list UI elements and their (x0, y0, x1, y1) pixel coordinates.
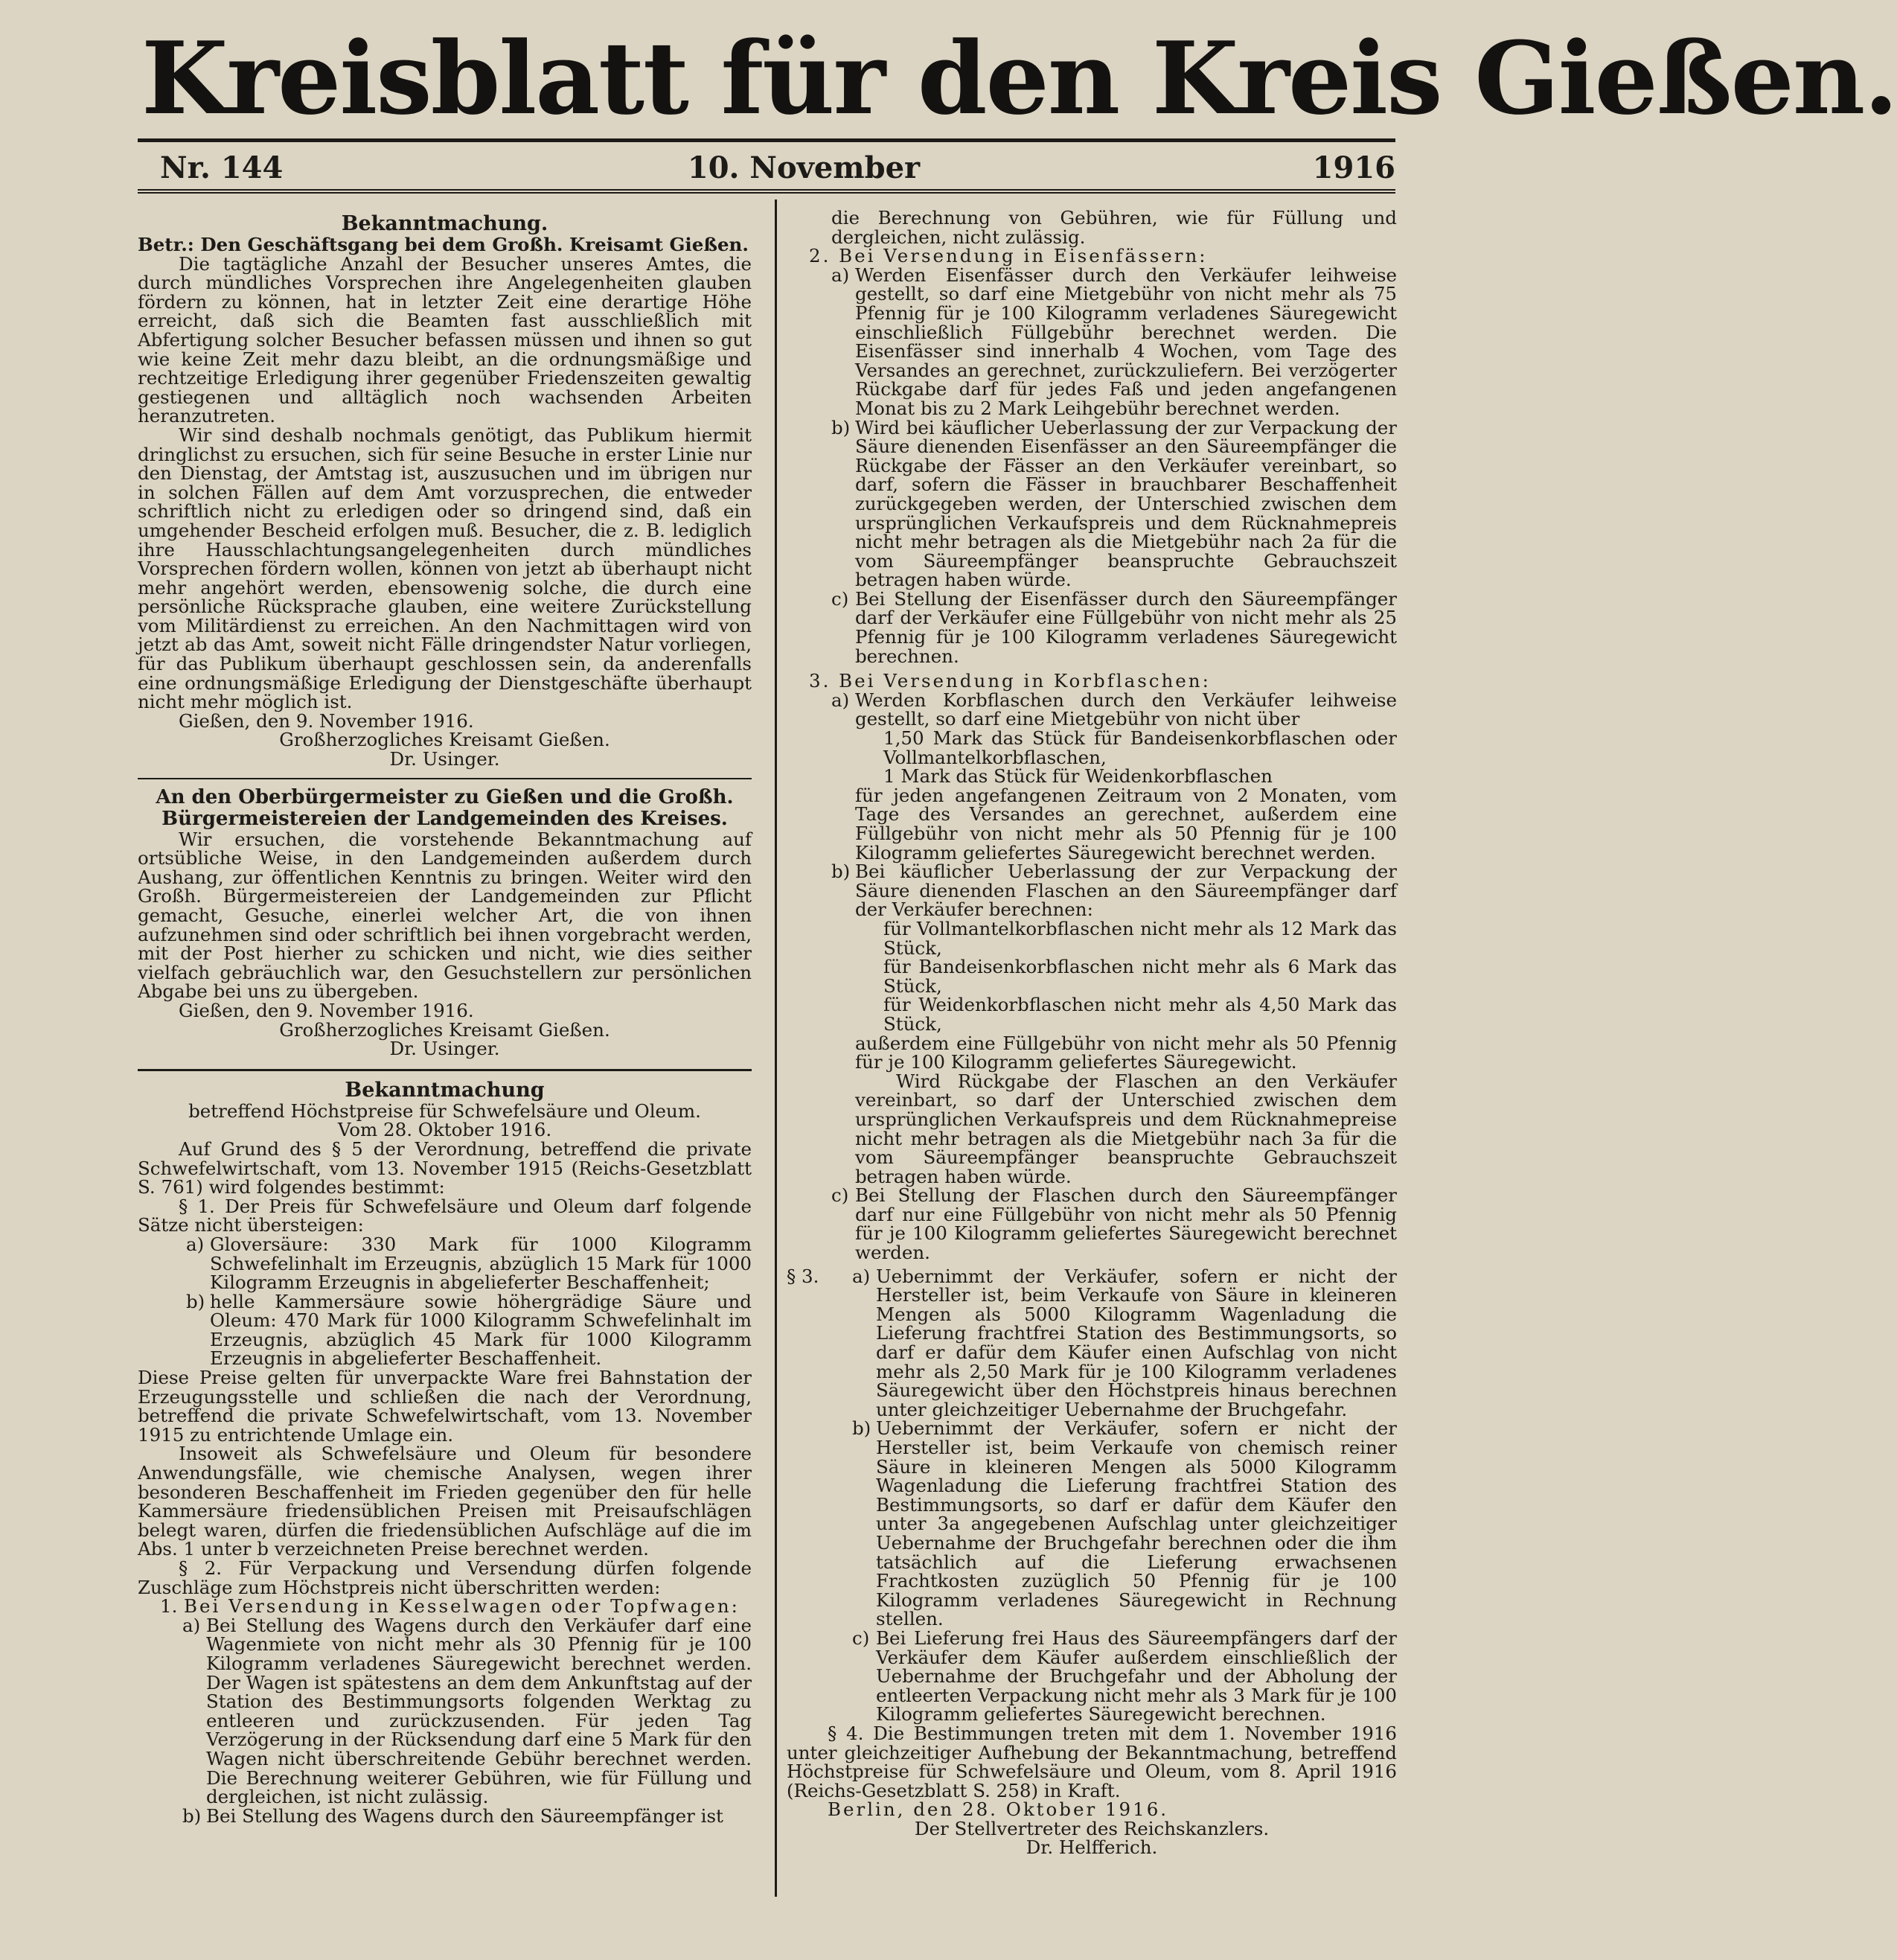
right-column (787, 208, 1397, 1857)
section-4: § 4. Die Bestimmungen treten mit dem 1. November 1916 unter gleichzeitiger Aufhebung der Bekanntmachung, betreffend Höchstpreise für Schwefelsäure und Oleum, vom 8. April 1916 (Reichs-Gesetzblatt S. 258) in Kraft. (787, 1722, 1397, 1801)
announcement-title: Bekanntmachung. (341, 212, 548, 235)
continued-text: die Berechnung von Gebühren, wie für Füllung und dergleichen, nicht zulässig. (831, 207, 1397, 248)
announcement-sulfuric-acid (138, 1079, 752, 1826)
list-item: b) Wird bei käuflicher Ueberlassung der zur Verpackung der Säure dienenden Eisenfässer an den Säureempfänger die Rückgabe der Fässer an den Verkäufer vereinbart, so darf, sofern die Fässer in brauchbarer Beschaffenheit zurückgegeben werden, der Unterschied zwischen dem ursprünglichen Verkaufspreis und dem Rücknahmepreis nicht mehr betragen als die Mietgebühr nach 2a für die vom Säureempfänger beanspruchte Gebrauchszeit betragen haben würde. (831, 416, 1397, 591)
price-line: für Weidenkorbflaschen nicht mehr als 4,50 Mark das Stück, (883, 994, 1397, 1035)
issuing-office: Großherzogliches Kreisamt Gießen. (279, 1018, 610, 1041)
signer: Dr. Usinger. (389, 748, 500, 770)
dateline-rule (138, 189, 1395, 197)
column-divider (775, 199, 777, 1897)
price-line: für Bandeisenkorbflaschen nicht mehr als 6 Mark das Stück, (883, 956, 1397, 997)
issue-date: 10. November (687, 150, 921, 185)
list-item: a) Uebernimmt der Verkäufer, sofern er nicht der Hersteller ist, beim Verkaufe von Säure in kleineren Mengen als 5000 Kilogramm Wagenladung die Lieferung frachtfrei Station des Bestimmungsorts, so darf er dafür dem Käufer einen Aufschlag von nicht mehr als 2,50 Mark für je 100 Kilogramm verladenes Säuregewicht über den Höchstpreis hinaus berechnen unter gleichzeitiger Uebernahme der Bruchgefahr. (852, 1265, 1397, 1420)
announcement-title: Bekanntmachung (345, 1078, 545, 1102)
list-item: b) Bei Stellung des Wagens durch den Säureempfänger ist (182, 1804, 723, 1827)
list-item: c) Bei Stellung der Flaschen durch den Säureempfänger darf nur eine Füllgebühr von nicht mehr als 50 Pfennig für je 100 Kilogramm geliefertes Säuregewicht berechnet werden. (831, 1184, 1397, 1264)
list-item: a) Bei Stellung des Wagens durch den Verkäufer darf eine Wagenmiete von nicht mehr als 30 Pfennig für je 100 Kilogramm verladenes Säuregewicht berechnet werden. Der Wagen ist spätestens an dem dem Ankunftstag auf der Station des Bestimmungsorts folgenden Werktag zu entleeren und zurückzusenden. Für jeden Tag Verzögerung in der Rücksendung darf eine 5 Mark für den Wagen nicht überschreitende Gebühr berechnet werden. Die Berechnung weiterer Gebühren, wie für Füllung und dergleichen, ist nicht zulässig. (182, 1614, 752, 1808)
announcement-dated: Vom 28. Oktober 1916. (337, 1119, 552, 1141)
announcement-subject: Betr.: Den Geschäftsgang bei dem Großh. Kreisamt Gießen. (138, 234, 749, 255)
signer: Dr. Helfferich. (1026, 1836, 1158, 1859)
signer: Dr. Usinger. (389, 1038, 500, 1060)
issue-number: Nr. 144 (160, 150, 284, 185)
section-3-label: § 3. (787, 1265, 819, 1287)
issuing-office: Großherzogliches Kreisamt Gießen. (279, 729, 610, 751)
section-3 (787, 1267, 1397, 1724)
divider (138, 778, 752, 779)
paragraph: Auf Grund des § 5 der Verordnung, betreffend die private Schwefelwirtschaft, vom 13. November 1915 (Reichs-Gesetzblatt S. 761) wird folgendes bestimmt: (138, 1137, 752, 1198)
announcement-kreisamt (138, 212, 752, 769)
issuing-office: Der Stellvertreter des Reichskanzlers. (914, 1817, 1270, 1839)
paragraph: außerdem eine Füllgebühr von nicht mehr als 50 Pfennig für je 100 Kilogramm geliefertes Säuregewicht. (855, 1032, 1397, 1073)
dateline (160, 149, 1395, 188)
paragraph: Insoweit als Schwefelsäure und Oleum für besondere Anwendungsfälle, wie chemische Analysen, wegen ihrer besonderen Beschaffenheit im Frieden gegenüber den für helle Kammersäure friedensüblichen Preisen mit Preisaufschlägen belegt waren, dürfen die friedensüblichen Aufschläge auf die im Abs. 1 unter b verzeichneten Preise berechnet werden. (138, 1443, 752, 1560)
paragraph: Wird Rückgabe der Flaschen an den Verkäufer vereinbart, so darf der Unterschied zwischen dem ursprünglichen Verkaufspreis und dem Rücknahmepreise nicht mehr betragen als die Mietgebühr nach 3a für die vom Säureempfänger beanspruchte Gebrauchszeit betragen haben würde. (855, 1070, 1397, 1187)
paragraph: für jeden angefangenen Zeitraum von 2 Monaten, vom Tage des Versandes an gerechnet, außerdem eine Füllgebühr von nicht mehr als 50 Pfennig für je 100 Kilogramm geliefertes Säuregewicht berechnet werden. (855, 784, 1397, 864)
place-date: Gießen, den 9. November 1916. (179, 999, 474, 1021)
section-2-2: 2. Bei Versendung in Eisenfässern: (809, 245, 1208, 267)
price-line: 1,50 Mark das Stück für Bandeisenkorbflaschen oder Vollmantelkorbflaschen, (883, 727, 1397, 768)
left-column (138, 212, 752, 1825)
paragraph: Diese Preise gelten für unverpackte Ware frei Bahnstation der Erzeugungsstelle und schließen die nach der Verordnung, betreffend die private Schwefelwirtschaft, vom 13. November 1915 zu entrichtende Umlage ein. (138, 1367, 752, 1446)
list-item: a) Werden Eisenfässer durch den Verkäufer leihweise gestellt, so darf eine Mietgebühr von nicht mehr als 75 Pfennig für je 100 Kilogramm verladenes Säuregewicht einschließlich Füllgebühr berechnet werden. Die Eisenfässer sind innerhalb 4 Wochen, vom Tage des Versandes an gerechnet, zurückzuliefern. Bei verzögerter Rückgabe darf für jedes Faß und jeden angefangenen Monat bis zu 2 Mark Leihgebühr berechnet werden. (831, 264, 1397, 419)
issue-year: 1916 (1312, 150, 1395, 185)
list-item: c) Bei Stellung der Eisenfässer durch den Säureempfänger darf der Verkäufer eine Füllgebühr von nicht mehr als 25 Pfennig für je 100 Kilogramm verladenes Säuregewicht berechnen. (831, 587, 1397, 667)
price-line: 1 Mark das Stück für Weidenkorbflaschen (883, 765, 1273, 788)
announcement-mayors (138, 787, 752, 1059)
paragraph: Wir ersuchen, die vorstehende Bekanntmachung auf ortsübliche Weise, in den Landgemeinden außerdem durch Aushang, zur öffentlichen Kenntnis zu bringen. Weiter wird den Großh. Bürgermeistereien der Landgemeinden zur Pflicht gemacht, Gesuche, einerlei welcher Art, die von ihnen aufzunehmen sind oder schriftlich bei ihnen vorgebracht werden, mit der Post hierher zu schicken und nicht, wie dies seither vielfach gebräuchlich war, den Gesuchstellern zur persönlichen Abgabe bei uns zu übergeben. (138, 828, 752, 1003)
list-item: b) Uebernimmt der Verkäufer, sofern er nicht der Hersteller ist, beim Verkaufe von chemisch reiner Säure in kleineren Mengen als 5000 Kilogramm Wagenladung die Lieferung frachtfrei Station des Bestimmungsorts, so darf er dafür dem Käufer den unter 3a angegebenen Aufschlag unter gleichzeitiger Uebernahme der Bruchgefahr berechnen oder die ihm tatsächlich auf die Lieferung erwachsenen Frachtkosten zuzüglich 50 Pfennig für je 100 Kilogramm verladenes Säuregewicht in Rechnung stellen. (852, 1417, 1397, 1630)
announcement-title: An den Oberbürgermeister zu Gießen und die Großh. Bürgermeistereien der Landgemeinden des Kreises. (156, 785, 734, 830)
list-item: 1. Bei Versendung in Kesselwagen oder Topfwagen: (160, 1595, 740, 1618)
list-item: a) Werden Korbflaschen durch den Verkäufer leihweise gestellt, so darf eine Mietgebühr von nicht über (831, 689, 1397, 730)
divider (138, 1069, 752, 1071)
masthead-rule (138, 138, 1395, 142)
list-item: c) Bei Lieferung frei Haus des Säureempfängers darf der Verkäufer dem Käufer außerdem einschließlich der Uebernahme der Bruchgefahr und der Abholung der entleerten Verpackung nicht mehr als 3 Mark für je 100 Kilogramm geliefertes Säuregewicht berechnen. (852, 1627, 1397, 1726)
place-date: Gießen, den 9. November 1916. (179, 709, 474, 732)
list-item: b) Bei käuflicher Ueberlassung der zur Verpackung der Säure dienenden Flaschen an den Säureempfänger darf der Verkäufer berechnen: (831, 861, 1397, 921)
section-2: § 2. Für Verpackung und Versendung dürfen folgende Zuschläge zum Höchstpreis nicht überschritten werden: (138, 1557, 752, 1598)
section-2-3: 3. Bei Versendung in Korbflaschen: (809, 670, 1211, 692)
price-line: für Vollmantelkorbflaschen nicht mehr als 12 Mark das Stück, (883, 917, 1397, 959)
masthead-title: Kreisblatt für den Kreis Gießen. (141, 19, 1897, 137)
paragraph: Wir sind deshalb nochmals genötigt, das Publikum hiermit dringlichst zu ersuchen, sich für seine Besuche in erster Linie nur den Dienstag, der Amtstag ist, auszusuchen und im übrigen nur in solchen Fällen auf dem Amt vorzusprechen, die entweder schriftlich nicht zu erledigen oder so dringend sind, daß ein umgehender Bescheid erfolgen muß. Besucher, die z. B. lediglich ihre Hausschlachtungsangelegenheiten durch mündliches Vorsprechen fördern wollen, können von jetzt ab überhaupt nicht mehr angehört werden, ebensowenig solche, die durch eine persönliche Rücksprache glauben, eine weitere Zurückstellung vom Militärdienst zu erreichen. An den Nachmittagen wird von jetzt ab das Amt, soweit nicht Fälle dringendster Natur vorliegen, für das Publikum überhaupt geschlossen sein, da anderenfalls eine ordnungsmäßige Erledigung der Dienstgeschäfte überhaupt nicht mehr möglich ist. (138, 424, 752, 713)
place-date: Berlin, den 28. Oktober 1916. (828, 1798, 1169, 1821)
section-1: § 1. Der Preis für Schwefelsäure und Oleum darf folgende Sätze nicht übersteigen: (138, 1195, 752, 1236)
paragraph: Die tagtägliche Anzahl der Besucher unseres Amtes, die durch mündliches Vorsprechen ihre Angelegenheiten glauben fördern zu können, hat in letzter Zeit eine derartige Höhe erreicht, daß sich die Beamten fast ausschließlich mit Abfertigung solcher Besucher befassen müssen und ihnen so gut wie keine Zeit mehr dazu bleibt, an die ordnungsmäßige und rechtzeitige Erledigung ihrer gegenüber Friedenszeiten gewaltig gestiegenen und alltäglich noch wachsenden Arbeiten heranzutreten. (138, 252, 752, 427)
list-item: b) helle Kammersäure sowie höhergrädige Säure und Oleum: 470 Mark für 1000 Kilogramm Schwefelinhalt im Erzeugnis, abzüglich 45 Mark für 1000 Kilogramm Erzeugnis in abgelieferter Beschaffenheit. (186, 1290, 752, 1370)
announcement-subtitle: betreffend Höchstpreise für Schwefelsäure und Oleum. (188, 1099, 701, 1122)
list-item: a) Gloversäure: 330 Mark für 1000 Kilogramm Schwefelinhalt im Erzeugnis, abzüglich 15 Mark für 1000 Kilogramm Erzeugnis in abgelieferter Beschaffenheit; (186, 1233, 752, 1294)
